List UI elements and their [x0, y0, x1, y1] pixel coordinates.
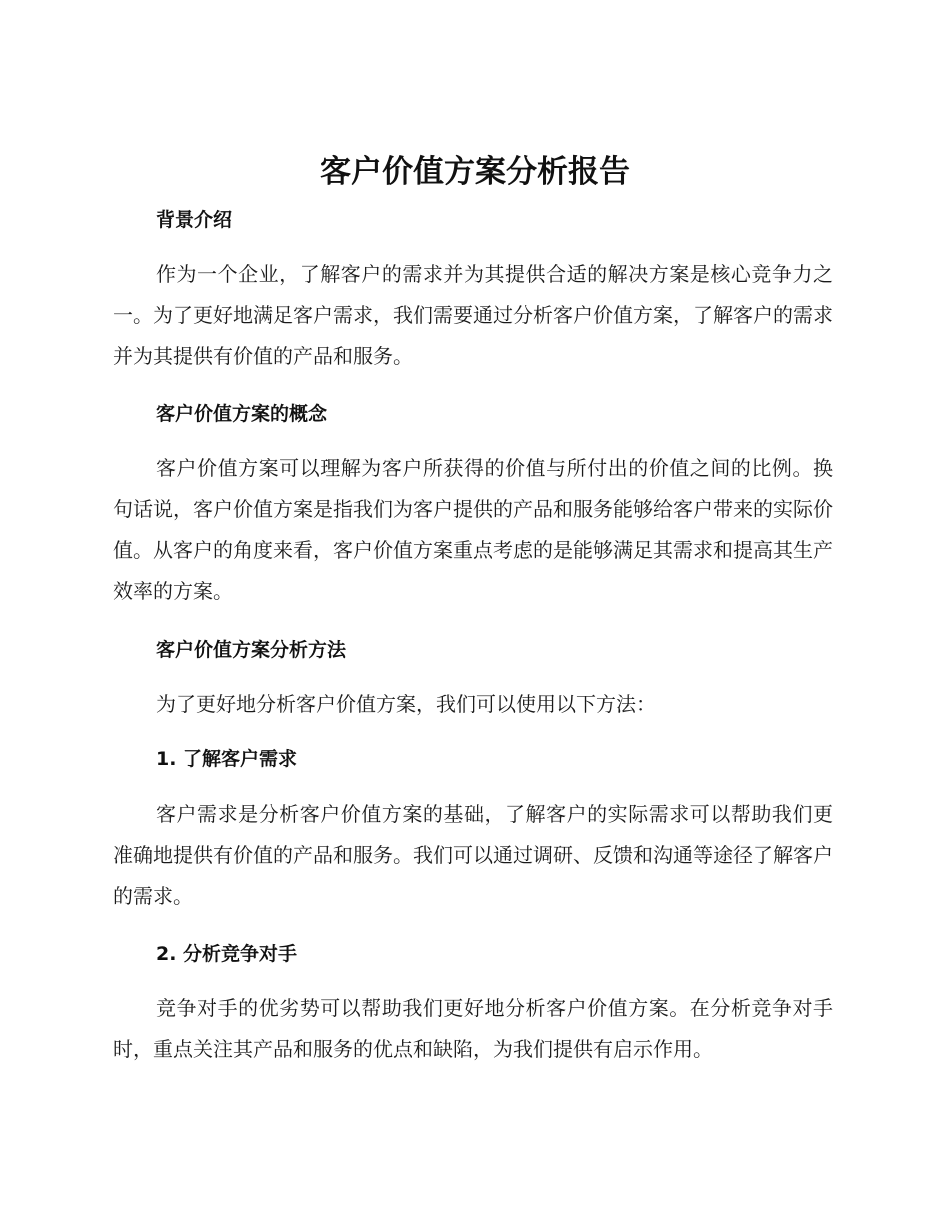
section-paragraph-concept: 客户价值方案可以理解为客户所获得的价值与所付出的价值之间的比例。换句话说，客户价值方案是指我们为客户提供的产品和服务能够给客户带来的实际价值。从客户的角度来看，客户价值方案重点考虑的是能够满足其需求和提高其生产效率的方案。 [113, 456, 833, 603]
section-heading-customer-needs: 1. 了解客户需求 [156, 748, 298, 770]
section-heading-methods: 客户价值方案分析方法 [156, 639, 347, 661]
section-paragraph-customer-needs: 客户需求是分析客户价值方案的基础，了解客户的实际需求可以帮助我们更准确地提供有价值的产品和服务。我们可以通过调研、反馈和沟通等途径了解客户的需求。 [113, 802, 833, 908]
section-paragraph-background: 作为一个企业，了解客户的需求并为其提供合适的解决方案是核心竞争力之一。为了更好地满足客户需求，我们需要通过分析客户价值方案，了解客户的需求并为其提供有价值的产品和服务。 [113, 262, 833, 368]
section-heading-background: 背景介绍 [156, 209, 233, 231]
section-paragraph-methods: 为了更好地分析客户价值方案，我们可以使用以下方法： [156, 692, 656, 716]
section-heading-competitors: 2. 分析竞争对手 [156, 943, 298, 965]
section-heading-concept: 客户价值方案的概念 [156, 403, 328, 425]
document-title: 客户价值方案分析报告 [320, 154, 630, 190]
section-paragraph-competitors: 竞争对手的优劣势可以帮助我们更好地分析客户价值方案。在分析竞争对手时，重点关注其产品和服务的优点和缺陷，为我们提供有启示作用。 [113, 996, 833, 1061]
